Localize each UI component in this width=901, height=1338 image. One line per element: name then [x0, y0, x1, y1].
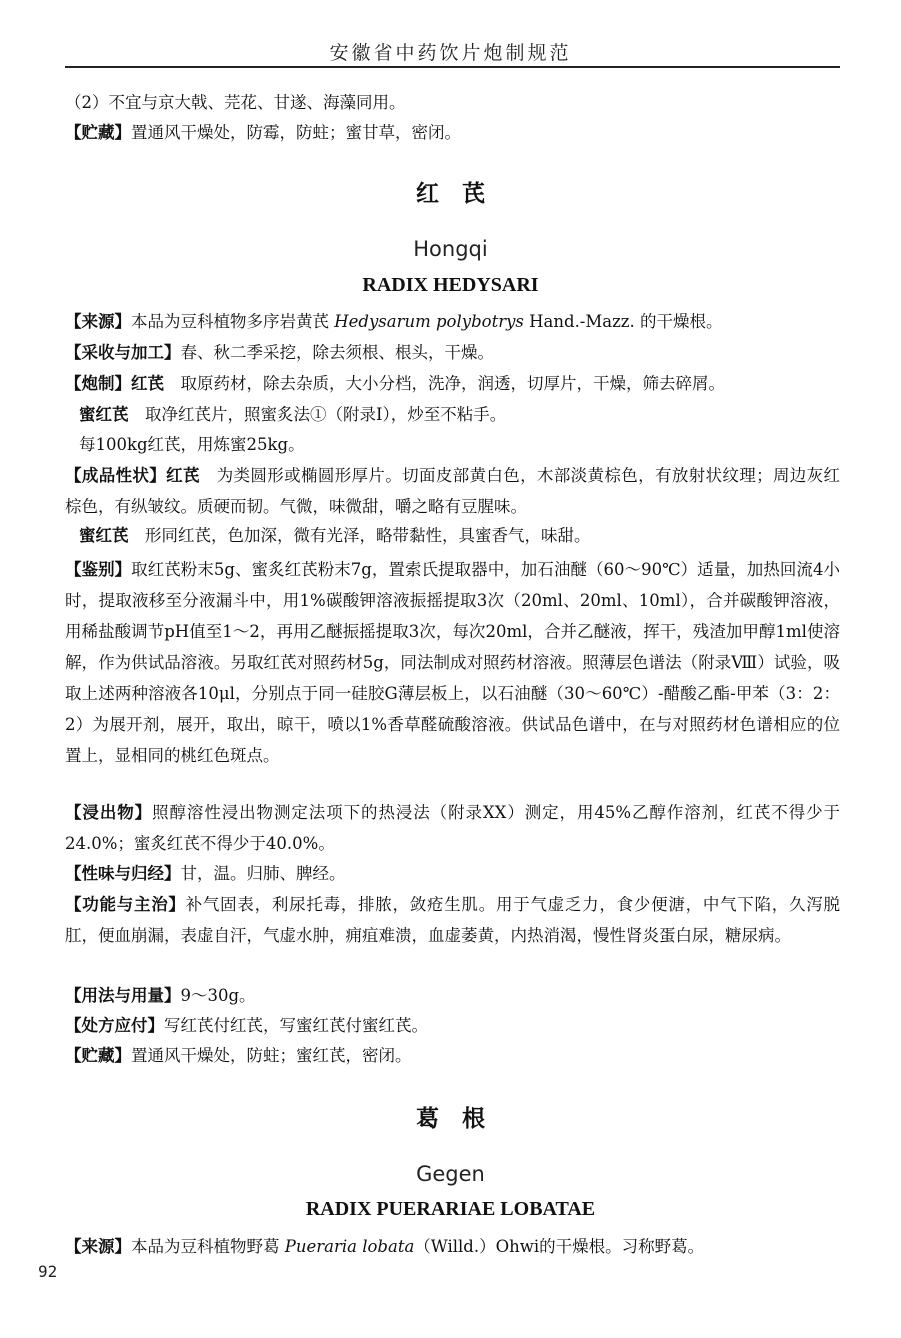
hongqi-honey-characteristics: [79, 521, 840, 551]
hongqi-char-text: 为类圆形或椭圆形厚片。切面皮部黄白色，木部淡黄棕色，有放射状纹理；周边灰红棕色，有纵皱纹。质硬而韧。气微，味微甜，嚼之略有豆腥味。: [65, 466, 841, 516]
hongqi-honey-text: 取净红芪片，照蜜炙法①（附录Ⅰ），炒至不粘手。: [128, 405, 507, 424]
hongqi-title: 红 芪: [416, 181, 485, 207]
hongqi-characteristics: [65, 460, 840, 522]
hongqi-prescription: [65, 1011, 840, 1041]
hongqi-processing-text: 取原药材，除去杂质，大小分档，洗净，润透，切厚片，干燥，筛去碎屑。: [164, 374, 725, 393]
hongqi-ident-label: 【鉴别】: [65, 560, 132, 579]
prev-note-2: （2）不宜与京大戟、芫花、甘遂、海藻同用。: [65, 93, 406, 112]
hongqi-source-latin: Hedysarum polybotrys: [334, 312, 524, 331]
prev-storage-paragraph: [65, 118, 840, 148]
hongqi-honey-processing: [79, 400, 840, 430]
prev-storage-label: 【贮藏】: [65, 123, 131, 142]
hongqi-prescription-text: 写红芪付红芪，写蜜红芪付蜜红芪。: [164, 1016, 428, 1035]
gegen-source-label: 【来源】: [65, 1237, 131, 1256]
running-header: 安徽省中药饮片炮制规范: [329, 42, 572, 64]
hongqi-storage-label: 【贮藏】: [65, 1046, 131, 1065]
gegen-latin-name: RADIX PUERARIAE LOBATAE: [305, 1198, 596, 1220]
hongqi-processing-sub: 红芪: [131, 374, 164, 393]
hongqi-extract-label: 【浸出物】: [65, 803, 153, 822]
hongqi-storage-text: 置通风干燥处，防蛀；蜜红芪，密闭。: [131, 1046, 412, 1065]
hongqi-source: [65, 307, 840, 337]
hongqi-function-label: 【功能与主治】: [65, 895, 186, 914]
hongqi-dosage-label: 【用法与用量】: [65, 986, 181, 1005]
hongqi-source-post: Hand.-Mazz. 的干燥根。: [523, 312, 723, 331]
hongqi-dosage-text: 9～30g。: [180, 986, 256, 1005]
hongqi-pinyin: Hongqi: [413, 237, 488, 261]
hongqi-processing: [65, 369, 840, 399]
hongqi-dosage: [65, 981, 840, 1011]
hongqi-honey-amount: 每100kg红芪，用炼蜜25kg。: [79, 435, 305, 454]
page-number: 92: [38, 1262, 58, 1281]
hongqi-harvest-label: 【采收与加工】: [65, 343, 181, 362]
gegen-source-post: （Willd.）Ohwi的干燥根。习称野葛。: [414, 1237, 705, 1256]
hongqi-ident-text: 取红芪粉末5g、蜜炙红芪粉末7g，置索氏提取器中，加石油醚（60～90℃）适量，加热回流4小时，提取液移至分液漏斗中，用1%碳酸钾溶液振摇提取3次（20ml、20ml、10ml），合并碳酸钾溶液，用稀盐酸调节pH值至1～2，再用乙醚振摇提取3次，每次20ml，合并乙醚液，挥干，残渣加甲醇1ml使溶解，作为供试品溶液。另取红芪对照药材5g，同法制成对照药材溶液。照薄层色谱法（附录Ⅷ）试验，吸取上述两种溶液各10μl，分别点于同一硅胶G薄层板上，以石油醚（30～60℃）-醋酸乙酯-甲苯（3：2：2）为展开剂，展开，取出，晾干，喷以1%香草醛硫酸溶液。供试品色谱中，在与对照药材色谱相应的位置上，显相同的桃红色斑点。: [65, 560, 840, 765]
hongqi-nature-label: 【性味与归经】: [65, 864, 181, 883]
hongqi-harvest: [65, 338, 840, 368]
gegen-source: [65, 1232, 840, 1262]
hongqi-extract-text: 照醇溶性浸出物测定法项下的热浸法（附录XX）测定，用45%乙醇作溶剂，红芪不得少于24.0%；蜜炙红芪不得少于40.0%。: [65, 803, 841, 853]
hongqi-identification: [65, 554, 840, 771]
hongqi-harvest-text: 春、秋二季采挖，除去须根、根头，干燥。: [180, 343, 494, 362]
hongqi-char-sub: 红芪: [166, 466, 200, 485]
hongqi-honey-sub: 蜜红芪: [79, 405, 129, 424]
hongqi-function-text: 补气固表，利尿托毒，排脓，敛疮生肌。用于气虚乏力，食少便溏，中气下陷，久泻脱肛，便血崩漏，表虚自汗，气虚水肿，痈疽难溃，血虚萎黄，内热消渴，慢性肾炎蛋白尿，糖尿病。: [65, 895, 841, 945]
hongqi-char-label: 【成品性状】: [65, 466, 167, 485]
hongqi-nature: [65, 859, 840, 889]
hongqi-prescription-label: 【处方应付】: [65, 1016, 164, 1035]
hongqi-source-label: 【来源】: [65, 312, 131, 331]
hongqi-latin-name: RADIX HEDYSARI: [362, 274, 539, 296]
header-divider: [65, 66, 840, 68]
hongqi-extractives: [65, 797, 840, 859]
hongqi-function: [65, 889, 840, 951]
gegen-pinyin: Gegen: [416, 1162, 485, 1186]
hongqi-char-honey-text: 形同红芪，色加深，微有光泽，略带黏性，具蜜香气，味甜。: [128, 526, 591, 545]
hongqi-char-honey-sub: 蜜红芪: [79, 526, 129, 545]
gegen-source-pre: 本品为豆科植物野葛: [131, 1237, 285, 1256]
hongqi-source-pre: 本品为豆科植物多序岩黄芪: [131, 312, 335, 331]
hongqi-processing-label: 【炮制】: [65, 374, 131, 393]
gegen-title: 葛 根: [416, 1106, 485, 1132]
prev-storage-text: 置通风干燥处，防霉，防蛀；蜜甘草，密闭。: [131, 123, 461, 142]
hongqi-nature-text: 甘，温。归肺、脾经。: [180, 864, 346, 883]
hongqi-storage: [65, 1041, 840, 1071]
gegen-source-latin: Pueraria lobata: [284, 1237, 415, 1256]
